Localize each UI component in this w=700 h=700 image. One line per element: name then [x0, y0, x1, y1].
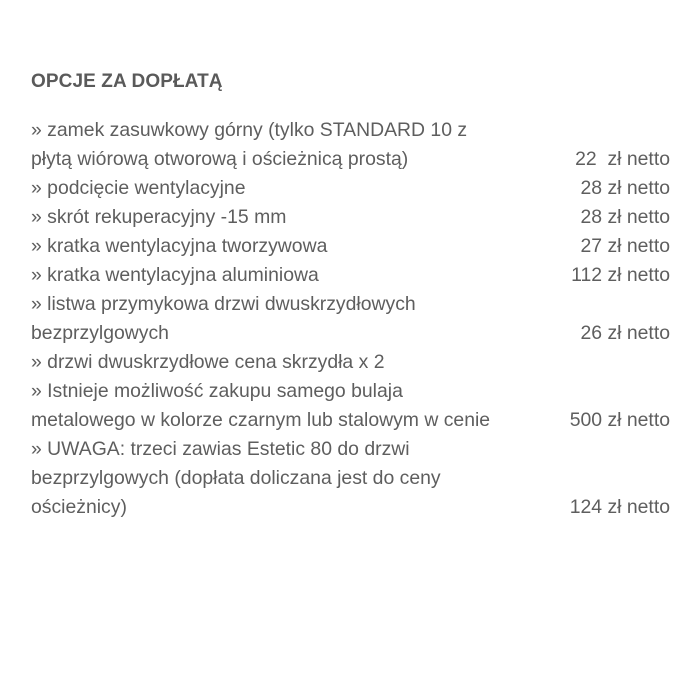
option-description: » kratka wentylacyjna tworzywowa — [31, 235, 328, 257]
option-row — [31, 261, 670, 290]
option-description: » skrót rekuperacyjny -15 mm — [31, 206, 287, 228]
option-description: » Istnieje możliwość zakupu samego bulaja metalowego w kolorze czarnym lub stalowym w cenie — [31, 380, 491, 431]
option-price: 124 zł netto — [569, 496, 670, 518]
option-row — [31, 203, 670, 232]
option-description: » podcięcie wentylacyjne — [31, 177, 246, 199]
options-table — [31, 116, 670, 522]
option-price: 28 zł netto — [580, 177, 670, 199]
option-row — [31, 232, 670, 261]
option-price: 22 zł netto — [575, 148, 670, 170]
option-row — [31, 290, 670, 348]
option-description: » UWAGA: trzeci zawias Estetic 80 do drzwi bezprzylgowych (dopłata doliczana jest do ceny ościeżnicy) — [31, 438, 441, 518]
option-row — [31, 116, 670, 174]
option-price: 500 zł netto — [569, 409, 670, 431]
option-description: » drzwi dwuskrzydłowe cena skrzydła x 2 — [31, 351, 385, 373]
option-description: » zamek zasuwkowy górny (tylko STANDARD 10 z płytą wiórową otworową i ościeżnicą prostą) — [31, 119, 468, 170]
option-row — [31, 174, 670, 203]
option-price — [521, 348, 670, 377]
option-price: 112 zł netto — [571, 264, 670, 286]
option-description: » listwa przymykowa drzwi dwuskrzydłowych bezprzylgowych — [31, 293, 416, 344]
option-price: 26 zł netto — [580, 322, 670, 344]
option-row — [31, 435, 670, 522]
option-price: 27 zł netto — [580, 235, 670, 257]
section-title: OPCJE ZA DOPŁATĄ — [31, 71, 223, 92]
option-row — [31, 377, 670, 435]
option-row — [31, 348, 670, 377]
option-description: » kratka wentylacyjna aluminiowa — [31, 264, 319, 286]
option-price: 28 zł netto — [580, 206, 670, 228]
